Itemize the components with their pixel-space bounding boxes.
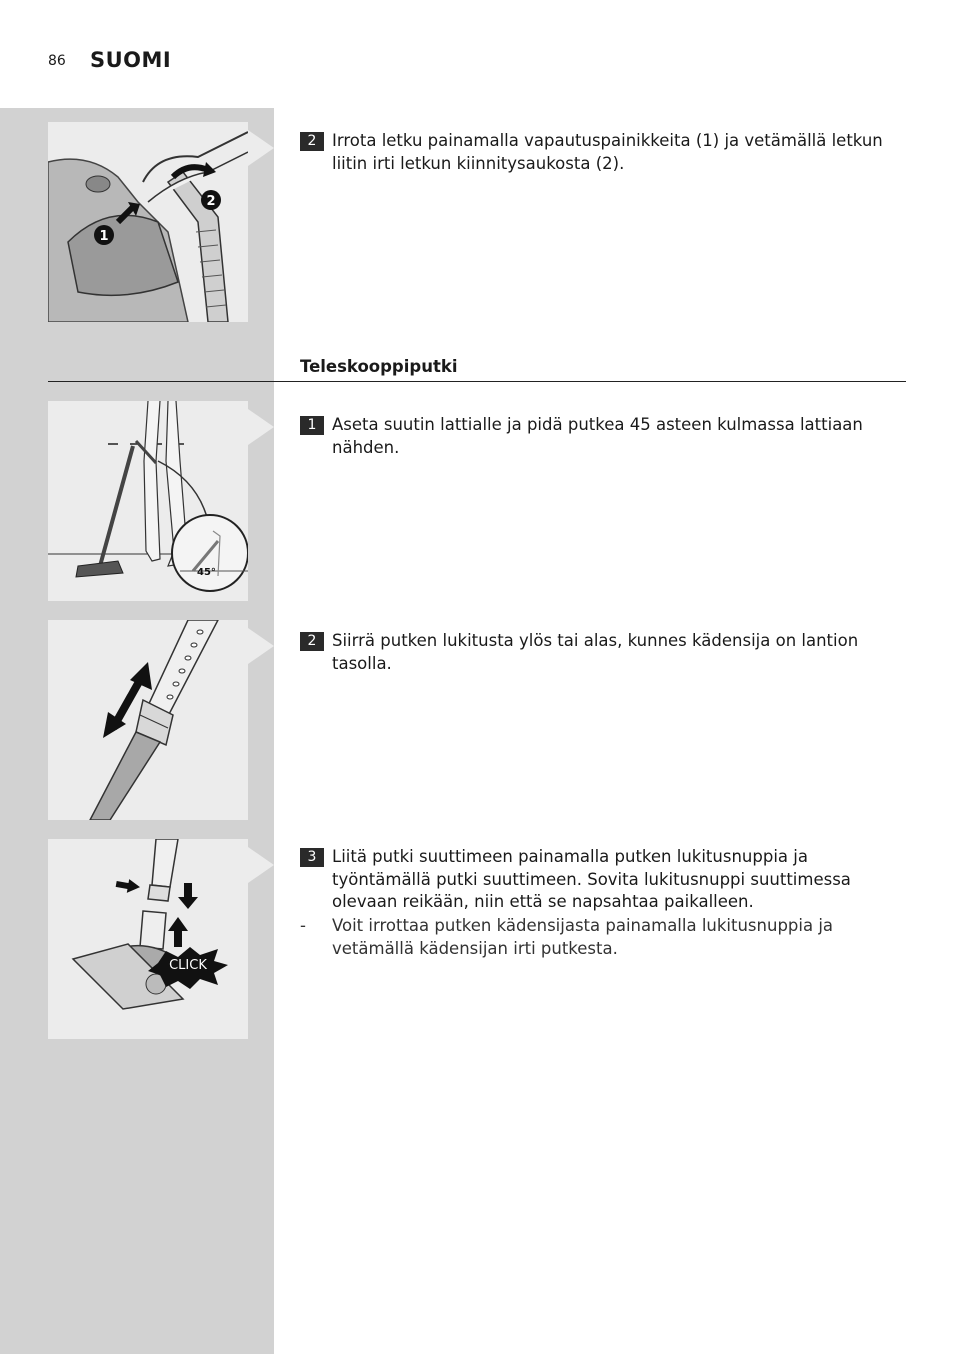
step-1-angle (300, 414, 906, 459)
page-number: 86 (48, 53, 66, 69)
step-number-badge: 1 (300, 416, 324, 435)
click-label: CLICK (169, 958, 207, 973)
callout-2: 2 (206, 194, 216, 209)
figure-pointer (248, 847, 274, 883)
angle-label: 45° (197, 567, 216, 578)
step-text: Siirrä putken lukitusta ylös tai alas, kunnes kädensija on lantion tasolla. (332, 631, 859, 673)
step-2-hose (300, 130, 906, 175)
step-number-badge: 2 (300, 632, 324, 651)
figure-pointer (248, 130, 274, 166)
step-2-lock (300, 630, 906, 675)
step-3-nozzle (300, 846, 906, 914)
note-detach-handle (300, 915, 906, 960)
figure-pointer (248, 628, 274, 664)
tube-angle-illustration (48, 401, 248, 601)
note-text: Voit irrottaa putken kädensijasta painamalla lukitusnuppia ja vetämällä kädensijan irti putkesta. (332, 916, 834, 958)
callout-1: 1 (99, 229, 109, 244)
figure-pointer (248, 409, 274, 445)
step-text: Aseta suutin lattialle ja pidä putkea 45 asteen kulmassa lattiaan nähden. (332, 415, 863, 457)
step-text: Irrota letku painamalla vapautuspainikkeita (1) ja vetämällä letkun liitin irti letkun kiinnitysaukosta (2). (332, 131, 883, 173)
step-text: Liitä putki suuttimeen painamalla putken lukitusnuppia ja työntämällä putki suuttimeen. Sovita lukitusnuppi suuttimessa olevaan reikään, niin että se napsahtaa paikalleen. (332, 847, 851, 911)
subheading-telescopic-tube: Teleskooppiputki (300, 357, 458, 376)
tube-lock-illustration (48, 620, 248, 820)
step-number-badge: 2 (300, 132, 324, 151)
note-bullet: - (300, 916, 306, 935)
section-title: SUOMI (90, 48, 172, 72)
hose-release-illustration (48, 122, 248, 322)
section-divider (48, 381, 906, 382)
step-number-badge: 3 (300, 848, 324, 867)
nozzle-click-illustration (48, 839, 248, 1039)
